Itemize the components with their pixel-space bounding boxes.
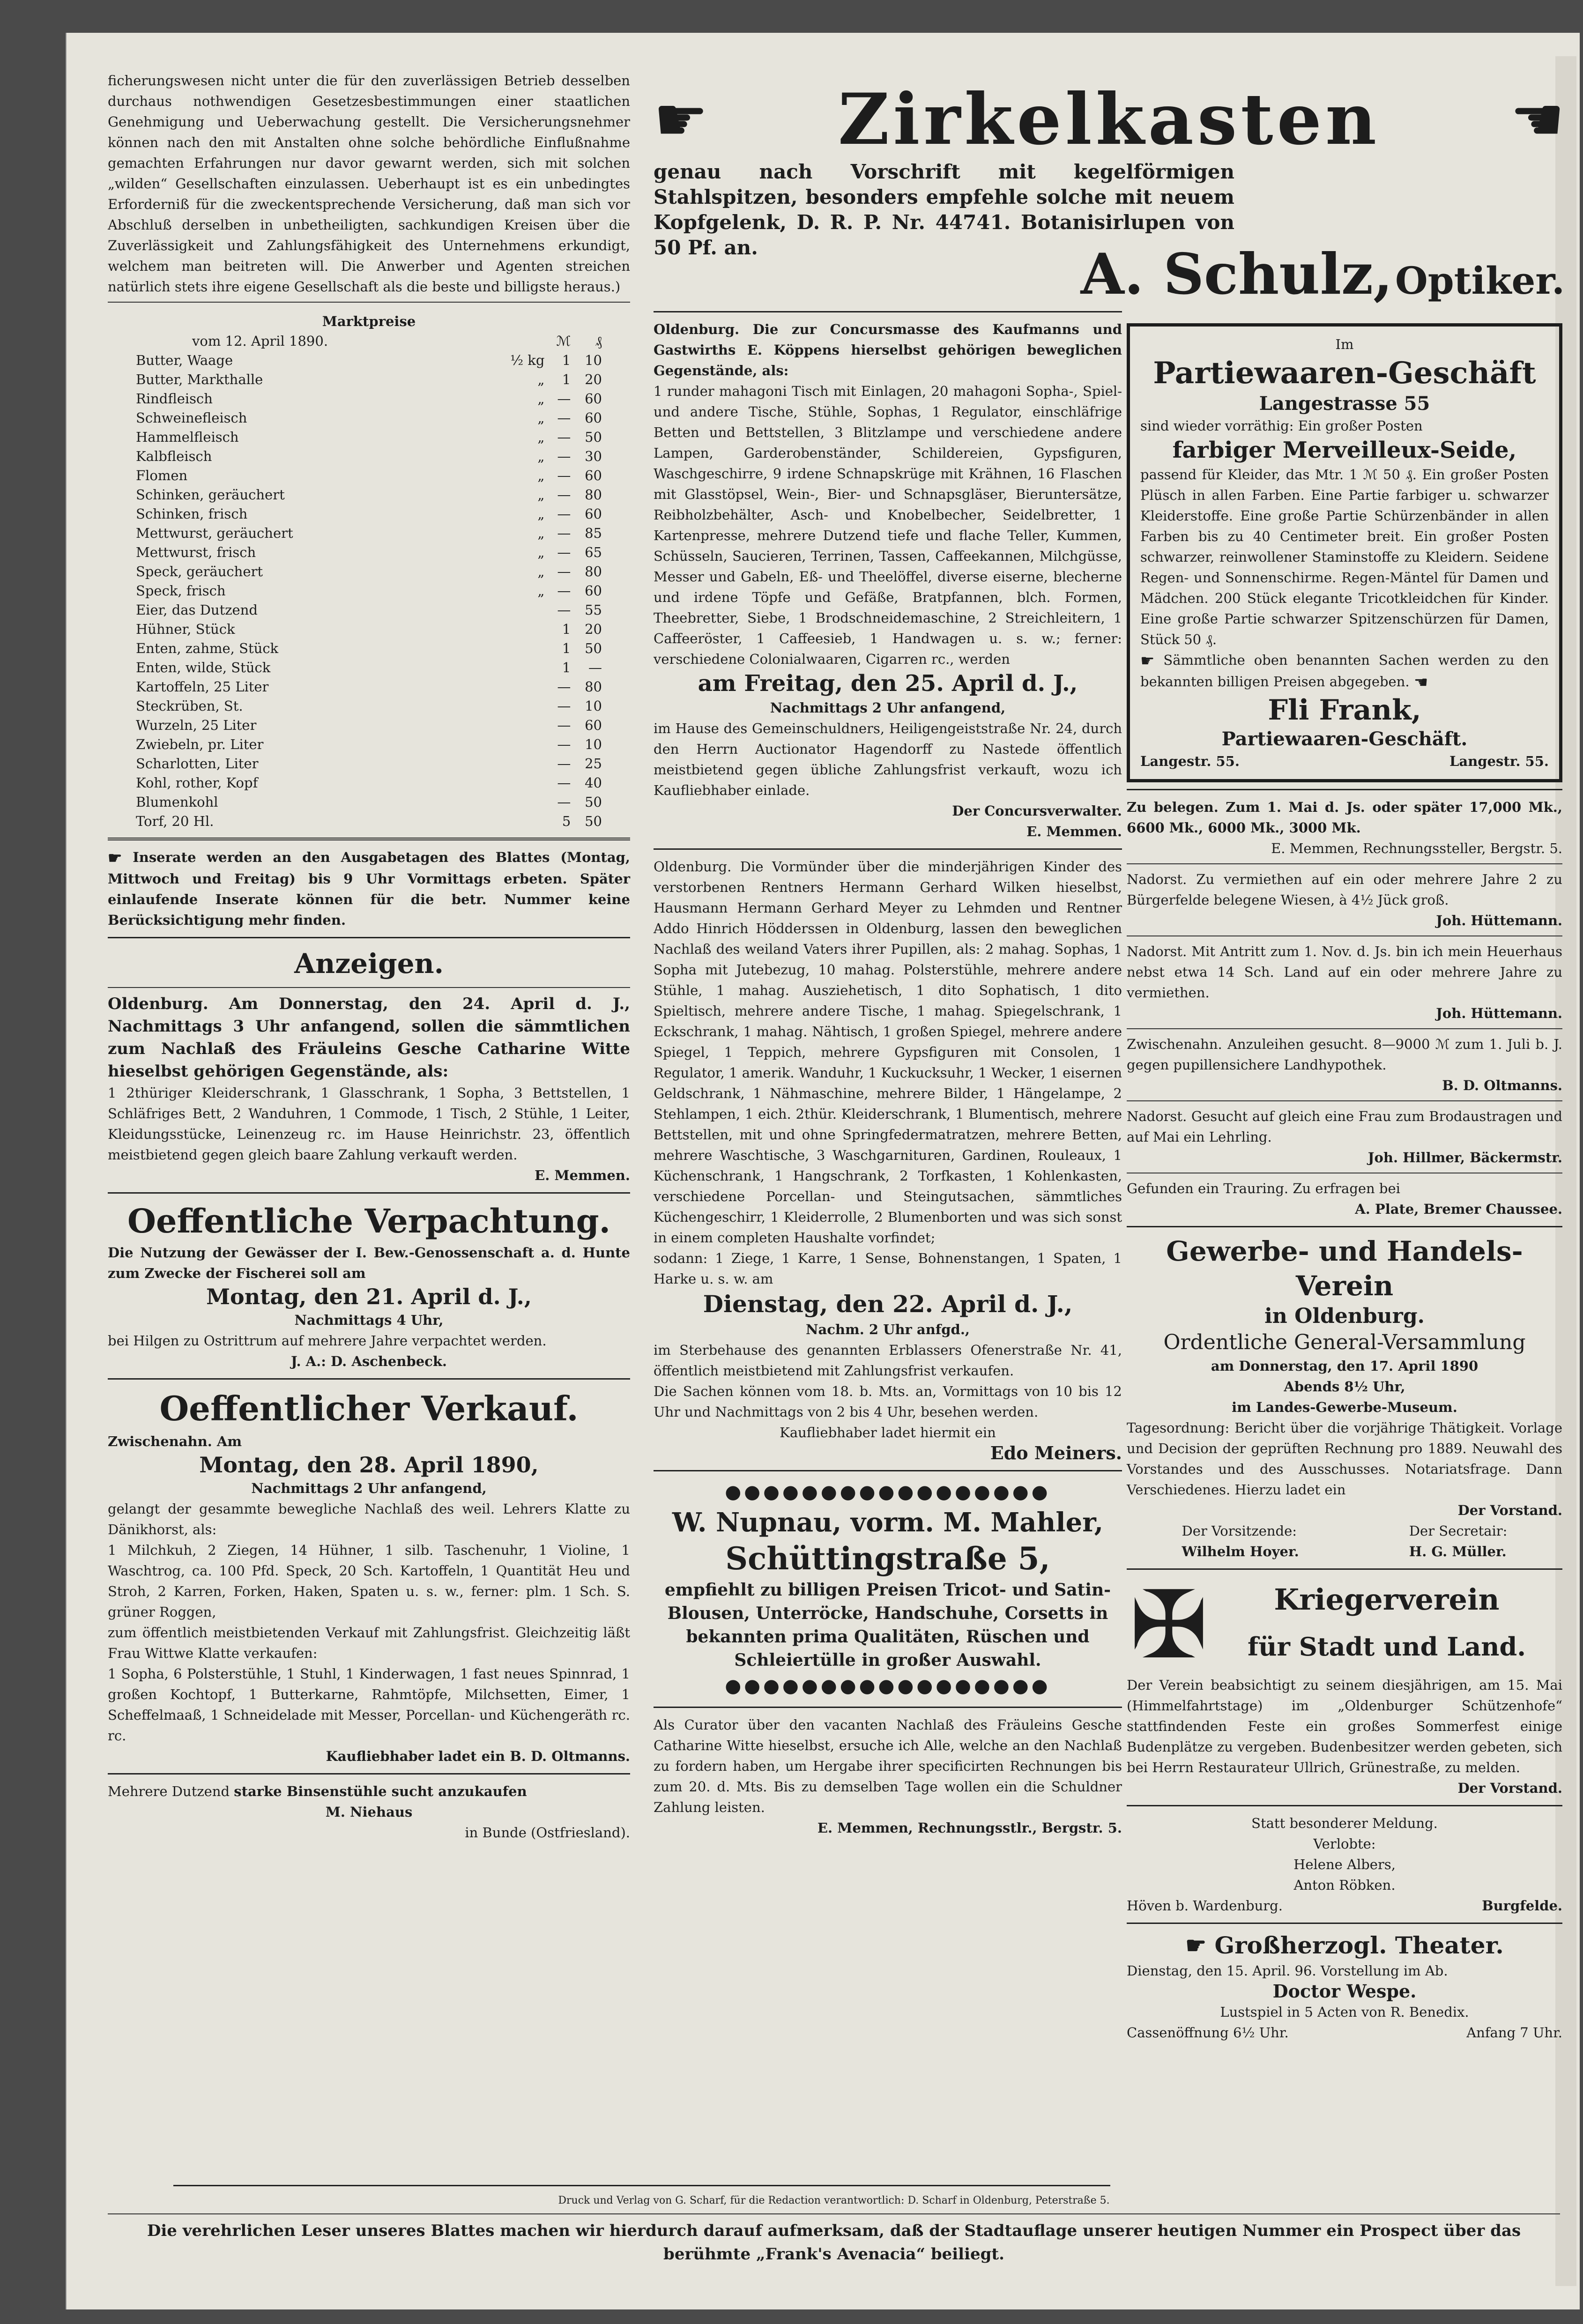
market-price-pfennig: 60 xyxy=(585,583,602,599)
market-price-item: Steckrüben, St. xyxy=(136,698,243,714)
column-2 xyxy=(654,304,1122,1838)
wilken-signature: Edo Meiners. xyxy=(990,1442,1122,1463)
market-price-unit: „ xyxy=(537,564,545,579)
market-price-row xyxy=(136,370,602,389)
market-price-unit: „ xyxy=(537,487,545,503)
market-price-unit xyxy=(483,620,545,639)
verpachtung-text2: bei Hilgen zu Ostrittrum auf mehrere Jahre verpachtet werden. xyxy=(108,1333,547,1349)
market-price-row xyxy=(136,562,602,581)
market-price-item: Enten, wilde, Stück xyxy=(136,660,271,676)
gewerbe-signature: Der Vorstand. xyxy=(1457,1502,1562,1518)
schulz-optiker: Optiker. xyxy=(1395,259,1565,303)
market-price-item: Schinken, geräuchert xyxy=(136,487,285,503)
zirkelkasten-text: genau nach Vorschrift mit kegelförmigen Stahlspitzen, besonders empfehle solche mit neuem Kopfgelenk, D. R. P. Nr. 44741. Botanisirlupen von 50 Pf. an. xyxy=(654,160,1234,259)
divider xyxy=(1127,1568,1562,1570)
col-mark: ℳ xyxy=(556,333,571,349)
market-price-unit xyxy=(483,658,545,677)
binsenstuehle-place: in Bunde (Ostfriesland). xyxy=(465,1825,630,1841)
nadorst-wiesen-signature: Joh. Hüttemann. xyxy=(1436,913,1562,928)
nadorst-heuerhaus: Nadorst. Mit Antritt zum 1. Nov. d. Js. bin ich mein Heuerhaus nebst etwa 14 Sch. Land auf ein oder mehrere Jahre zu vermiethen. xyxy=(1127,943,1562,1001)
divider xyxy=(1127,1028,1562,1029)
gewerbe-date: am Donnerstag, den 17. April 1890 xyxy=(1211,1358,1479,1374)
wilken-items2: sodann: 1 Ziege, 1 Karre, 1 Sense, Bohnenstangen, 1 Spaten, 1 Harke u. s. w. am xyxy=(654,1250,1122,1287)
witte-auction-intro: Oldenburg. Am Donnerstag, den 24. April d. J., Nachmittags 3 Uhr anfangend, sollen die sämmtlichen zum Nachlaß des Fräuleins Gesche Catharine Witte hieselbst gehörigen Gegenstände, als: xyxy=(108,995,630,1081)
zirkelkasten-title: Zirkelkasten xyxy=(838,78,1381,161)
market-price-pfennig: 55 xyxy=(585,602,602,618)
market-price-item: Schinken, frisch xyxy=(136,506,248,522)
market-price-item: Scharlotten, Liter xyxy=(136,756,259,772)
market-price-mark: 1 xyxy=(562,621,571,637)
market-price-pfennig: — xyxy=(588,660,602,676)
divider xyxy=(1127,1923,1562,1924)
schulz-name: A. Schulz, xyxy=(1080,241,1393,307)
market-price-unit: ½ kg xyxy=(510,352,545,368)
divider xyxy=(108,1192,630,1194)
market-price-pfennig: 50 xyxy=(585,640,602,656)
market-price-unit: „ xyxy=(537,544,545,560)
market-price-unit: „ xyxy=(537,468,545,483)
insurance-article-end: ficherungswesen nicht unter die für den zuverlässigen Betrieb desselben durchaus nothwendigen Gesetzesbestimmungen einer staatlichen Genehmigung und Ueberwachung gestellt. Die Versicherungsnehmer können nach den mit Anstalten ohne solche behördliche Einflußnahme gemachten Erfahrungen nur davor gewarnt werden, sich mit solchen „wilden“ Gesellschaften einzulassen. Ueberhaupt ist es ein unbedingtes Erforderniß für die zweckentsprechende Versicherung, daß man sich vor Abschluß derselben in unbetheiligten, sachkundigen Kreisen über die Zuverlässigkeit und Zahlungsfähigkeit des Unternehmens erkundigt, welchem man beitreten will. Die Anwerber und Agenten streichen natürlich stets ihre eigene Gesellschaft als die beste und billigste heraus.) xyxy=(108,73,630,295)
verkauf-text: gelangt der gesammte bewegliche Nachlaß des weil. Lehrers Klatte zu Dänikhorst, als: xyxy=(108,1501,630,1537)
market-price-row xyxy=(136,754,602,773)
gewerbe-meeting: Ordentliche General-Versammlung xyxy=(1163,1330,1526,1354)
market-price-item: Wurzeln, 25 Liter xyxy=(136,717,257,733)
market-price-pfennig: 60 xyxy=(585,506,602,522)
frank-text1: sind wieder vorräthig: Ein großer Posten xyxy=(1140,418,1423,434)
witte-auction-items: 1 2thüriger Kleiderschrank, 1 Glasschrank, 1 Sopha, 3 Bettstellen, 1 Schläfriges Bett, 2 Wanduhren, 1 Commode, 1 Tisch, 2 Stühle, 1 Leiter, Kleidungsstücke, Leinenzeug rc. im Hause Heinrichstr. 23, öffentlich meistbietend gegen gleich baare Zahlung verkauft werden. xyxy=(108,1085,630,1163)
verpachtung-time: Nachmittags 4 Uhr, xyxy=(294,1312,444,1328)
market-price-unit xyxy=(483,601,545,620)
market-price-mark: 1 xyxy=(562,660,571,676)
frank-ad xyxy=(1127,323,1562,782)
divider xyxy=(108,1378,630,1380)
market-price-mark: 5 xyxy=(562,813,571,829)
pointing-hand-icon: ☛ xyxy=(654,84,708,155)
divider xyxy=(1127,1100,1562,1101)
gewerbe-chair-role: Der Vorsitzende: xyxy=(1182,1523,1297,1539)
verkauf-text2: zum öffentlich meistbietenden Verkauf mit Zahlungsfrist. Gleichzeitig läßt Frau Wittwe Klatte verkaufen: xyxy=(108,1625,630,1661)
frank-address-right: Langestr. 55. xyxy=(1449,753,1549,769)
verlobung-heading: Statt besonderer Meldung. xyxy=(1251,1815,1438,1831)
verkauf-title: Oeffentlicher Verkauf. xyxy=(159,1388,579,1428)
frank-footer xyxy=(1140,751,1549,772)
frank-subtitle: Partiewaaren-Geschäft. xyxy=(1221,728,1468,750)
market-price-unit: „ xyxy=(537,525,545,541)
market-price-row xyxy=(136,389,602,408)
divider xyxy=(1127,1226,1562,1227)
market-prices-rows xyxy=(136,351,602,831)
market-prices-header xyxy=(136,332,602,351)
market-price-unit xyxy=(483,754,545,773)
market-price-item: Mettwurst, geräuchert xyxy=(136,525,293,541)
market-price-item: Speck, geräuchert xyxy=(136,564,263,579)
market-price-pfennig: 60 xyxy=(585,410,602,426)
gewerbe-secretary-role: Der Secretair: xyxy=(1409,1523,1508,1539)
market-price-mark: — xyxy=(557,736,571,752)
page-footer xyxy=(108,2178,1560,2266)
theater-play: Doctor Wespe. xyxy=(1272,1981,1417,2002)
iron-cross-icon: ✠ xyxy=(1130,1571,1208,1680)
column-1 xyxy=(108,70,630,1843)
market-price-pfennig: 50 xyxy=(585,813,602,829)
market-price-item: Hühner, Stück xyxy=(136,621,235,637)
zwischenahn-loan-signature: B. D. Oltmanns. xyxy=(1442,1077,1562,1093)
divider xyxy=(108,937,630,938)
pointing-hand-icon: ☛ xyxy=(1140,652,1155,670)
market-price-mark: — xyxy=(557,410,571,426)
market-price-pfennig: 80 xyxy=(585,564,602,579)
market-price-pfennig: 50 xyxy=(585,429,602,445)
market-price-item: Torf, 20 Hl. xyxy=(136,813,214,829)
gewerbe-agenda: Tagesordnung: Bericht über die vorjährige Thätigkeit. Vorlage und Decision der geprüften Rechnung pro 1889. Neuwahl des Vorstandes und des Ausschusses. Notariatsfrage. Dann Verschiedenes. Hierzu ladet ein xyxy=(1127,1420,1562,1498)
wilken-time: Nachm. 2 Uhr anfgd., xyxy=(805,1322,970,1337)
wilken-place: im Sterbehause des genannten Erblassers Ofenerstraße Nr. 41, öffentlich meistbietend mit Zahlungsfrist verkaufen. xyxy=(654,1342,1122,1379)
trauring-found: Gefunden ein Trauring. Zu erfragen bei xyxy=(1127,1181,1400,1196)
gewerbe-secretary-name: H. G. Müller. xyxy=(1409,1544,1507,1559)
market-price-pfennig: 40 xyxy=(585,775,602,791)
koeppen-intro: Oldenburg. Die zur Concursmasse des Kaufmanns und Gastwirths E. Köppens hierselbst gehörigen beweglichen Gegenstände, als: xyxy=(654,321,1122,379)
nupnau-name: W. Nupnau, vorm. M. Mahler, xyxy=(672,1507,1104,1538)
market-price-unit xyxy=(483,697,545,716)
nadorst-heuerhaus-signature: Joh. Hüttemann. xyxy=(1436,1005,1562,1021)
koeppen-signature-role: Der Concursverwalter. xyxy=(952,803,1122,819)
divider xyxy=(108,302,630,303)
market-price-pfennig: 50 xyxy=(585,794,602,810)
divider xyxy=(108,838,630,840)
market-price-item: Schweinefleisch xyxy=(136,410,247,426)
nupnau-street: Schüttingstraße 5, xyxy=(725,1540,1050,1577)
verkauf-items: 1 Milchkuh, 2 Ziegen, 14 Hühner, 1 silb. Taschenuhr, 1 Violine, 1 Waschtrog, ca. 100 Pfd. Speck, 20 Sch. Kartoffeln, 1 Quantität Heu und Stroh, 2 Karren, Forken, Haken, Spaten u. s. w., ferner: plm. 1 Sch. S. grüner Roggen, xyxy=(108,1542,630,1620)
verpachtung-date: Montag, den 21. April d. J., xyxy=(206,1284,532,1309)
market-price-item: Butter, Markthalle xyxy=(136,371,263,387)
market-price-mark: — xyxy=(557,525,571,541)
market-price-mark: — xyxy=(557,429,571,445)
theater-start: Anfang 7 Uhr. xyxy=(1466,2025,1562,2041)
divider xyxy=(108,1773,630,1775)
market-price-item: Mettwurst, frisch xyxy=(136,544,256,560)
verpachtung-signature: J. A.: D. Aschenbeck. xyxy=(290,1353,447,1369)
wilken-auction: Oldenburg. Die Vormünder über die minderjährigen Kinder des verstorbenen Rentners Hermann Gerhard Wilken hieselbst, Hausmann Hermann Gerhard Meyer zu Lehmden und Rentner Addo Hinrich Hödderssen in Oldenburg, lassen den beweglichen Nachlaß des weiland Vaters ihrer Pupillen, als: 2 mahag. Sophas, 1 Sopha mit Jutebezug, 10 mahag. Polsterstühle, mehrere andere Stühle, 1 mahag. Ausziehetisch, 1 dito Sophatisch, 1 dito Spieltisch, mehrere andere Tische, 1 mahag. Spiegelschrank, 1 Eckschrank, 1 mahag. Nähtisch, 1 großen Spiegel, mehrere andere Spiegel, 1 Teppich, mehrere Gypsfiguren mit Consolen, 1 Regulator, 1 amerik. Wanduhr, 1 Kuckucksuhr, 1 Wecker, 1 eisernen Geldschrank, 1 Nähmaschine, mehrere Bilder, 1 Hängelampe, 2 Stehlampen, 1 eich. 2thür. Kleiderschrank, 1 Blumentisch, mehrere Bettstellen, mit und ohne Springfedermatratzen, mehrere Betten, mehrere Waschtische, 3 Waschgarnituren, Gardinen, Rouleaux, 1 Küchenschrank, 1 Hangschrank, 2 Torfkasten, 1 Kohlenkasten, verschiedene Porcellan- und Steingutsachen, sämmtliches Küchengeschirr, 1 Kleiderrolle, 2 Blumenborten und was sich sonst in einem completen Haushalte vorfindet; xyxy=(654,859,1122,1246)
market-price-mark: — xyxy=(557,698,571,714)
market-price-item: Hammelfleisch xyxy=(136,429,239,445)
belegen-ad: Zu belegen. Zum 1. Mai d. Js. oder später 17,000 Mk., 6600 Mk., 6000 Mk., 3000 Mk. xyxy=(1127,799,1562,836)
market-price-pfennig: 30 xyxy=(585,448,602,464)
market-price-unit xyxy=(483,677,545,697)
market-price-pfennig: 20 xyxy=(585,371,602,387)
pointing-hand-left-icon: ☚ xyxy=(1413,673,1428,692)
market-prices-title: Marktpreise xyxy=(322,313,416,329)
market-price-row xyxy=(136,697,602,716)
frank-silk: farbiger Merveilleux-Seide, xyxy=(1172,437,1517,463)
market-price-row xyxy=(136,658,602,677)
market-price-pfennig: 10 xyxy=(585,736,602,752)
witte-auction-signature: E. Memmen. xyxy=(535,1167,630,1183)
gewerbe-time: Abends 8½ Uhr, xyxy=(1284,1379,1405,1395)
prospect-notice: Die verehrlichen Leser unseres Blattes machen wir hierdurch darauf aufmerksam, daß der Stadtauflage unserer heutigen Nummer ein Prospect über das berühmte „Frank's Avenacia“ beiliegt. xyxy=(147,2221,1521,2264)
market-prices-table xyxy=(136,332,602,831)
imprint: Druck und Verlag von G. Scharf, für die Redaction verantwortlich: D. Scharf in Oldenburg, Peterstraße 5. xyxy=(558,2195,1110,2206)
verkauf-date: Montag, den 28. April 1890, xyxy=(199,1452,539,1478)
market-price-pfennig: 25 xyxy=(585,756,602,772)
market-price-mark: — xyxy=(557,564,571,579)
divider xyxy=(654,1707,1122,1708)
frank-text2: passend für Kleider, das Mtr. 1 ℳ 50 ₰. Ein großer Posten Plüsch in allen Farben. Eine Partie farbiger u. schwarzer Kleiderstoffe. Eine große Partie Schürzenbänder in allen Farben bis zu 40 Centimeter breit. Ein großer Posten schwarzer, reinwollener Staminstoffe zu Kleidern. Seidene Regen- und Sonnenschirme. Regen-Mäntel für Damen und Mädchen. 200 Stück elegante Tricotkleidchen für Kinder. Eine große Partie schwarzer Spitzenschürzen für Damen, Stück 50 ₰. xyxy=(1140,467,1549,647)
market-price-unit: „ xyxy=(537,410,545,426)
market-price-row xyxy=(136,812,602,831)
market-price-unit: „ xyxy=(537,506,545,522)
market-price-mark: — xyxy=(557,544,571,560)
koeppen-items: 1 runder mahagoni Tisch mit Einlagen, 20 mahagoni Sopha-, Spiel- und andere Tische, Stühle, Sophas, 1 Regulator, einschläfrige Betten und Bettstellen, 3 Blitzlampe und verschiedene andere Lampen, Garderobenständer, Schildereien, Gypsfiguren, Waschgeschirre, 9 irdene Schnapskrüge mit Krähnen, 16 Flaschen mit Glasstöpsel, Wein-, Bier- und Schnapsgläser, Bieruntersätze, Reibholzbehälter, Asch- und Knobelbecher, Seidelbretter, 1 Kartenpresse, mehrere Dutzend tiefe und flache Teller, Kummen, Schüsseln, Saucieren, Terrinen, Tassen, Caffeekannen, Milchgüsse, Messer und Gabeln, Eß- und Theelöffel, diverse eiserne, blecherne und irdene Töpfe und Gefäße, Bratpfannen, blch. Formen, Theebretter, Siebe, 1 Brodschneidemaschine, 2 Streichleitern, 1 Caffeeröster, 1 Caffeesieb, 1 Handwagen u. s. w.; ferner: verschiedene Colonialwaaren, Cigarren rc., werden xyxy=(654,383,1122,667)
market-price-unit xyxy=(483,735,545,754)
gewerbe-secretary xyxy=(1409,1521,1508,1562)
market-price-row xyxy=(136,639,602,658)
divider xyxy=(654,1470,1122,1471)
market-price-pfennig: 60 xyxy=(585,468,602,483)
binsenstuehle-lead: Mehrere Dutzend xyxy=(108,1783,230,1799)
market-price-mark: — xyxy=(557,794,571,810)
market-price-item: Enten, zahme, Stück xyxy=(136,640,279,656)
pointing-hand-left-icon: ☚ xyxy=(1510,84,1565,155)
market-price-row xyxy=(136,581,602,601)
market-price-unit xyxy=(483,716,545,735)
koeppen-place: im Hause des Gemeinschuldners, Heiligengeiststraße Nr. 24, durch den Herrn Auctionator Hagendorff zu Nastede öffentlich meistbietend gegen übliche Zahlungsfrist verkauft, wozu ich Kaufliebhaber einlade. xyxy=(654,720,1122,798)
theater-subtitle: Lustspiel in 5 Acten von R. Benedix. xyxy=(1220,2004,1469,2020)
market-price-unit xyxy=(483,773,545,793)
market-price-row xyxy=(136,485,602,505)
market-price-unit: „ xyxy=(537,391,545,407)
market-price-row xyxy=(136,677,602,697)
verlobung-groom: Anton Röbken. xyxy=(1293,1877,1396,1893)
divider xyxy=(1127,863,1562,864)
ornament-border-icon: ●●●●●●●●●●●●●●●●● xyxy=(725,1675,1051,1697)
market-price-item: Kalbfleisch xyxy=(136,448,212,464)
nadorst-baecker: Nadorst. Gesucht auf gleich eine Frau zum Brodaustragen und auf Mai ein Lehrling. xyxy=(1127,1108,1562,1145)
market-price-unit xyxy=(483,793,545,812)
market-price-row xyxy=(136,773,602,793)
divider xyxy=(173,2185,1110,2186)
verlobung-place-left: Höven b. Wardenburg. xyxy=(1127,1898,1283,1914)
divider xyxy=(654,311,1122,312)
theater-times xyxy=(1127,2022,1562,2043)
verkauf-signature: Kaufliebhaber ladet ein B. D. Oltmanns. xyxy=(326,1748,630,1764)
market-price-mark: — xyxy=(557,602,571,618)
curator-text: Als Curator über den vacanten Nachlaß des Fräuleins Gesche Catharine Witte hieselbst, ersuche ich Alle, welche an den Nachlaß zu fordern haben, um Hergabe ihrer specificirten Rechnungen bis zum 20. d. Mts. Bis zu demselben Tage wollen ein die Schuldner Zahlung leisten. xyxy=(654,1717,1122,1815)
verkauf-items2: 1 Sopha, 6 Polsterstühle, 1 Stuhl, 1 Kinderwagen, 1 fast neues Spinnrad, 1 großen Kochtopf, 1 Butterkarne, Rahmtöpfe, Milchsetten, Eimer, 1 Scheffelmaaß, 1 Schneidelade mit Messer, Porcellan- und Küchengeräth rc. rc. xyxy=(108,1666,630,1744)
market-price-mark: — xyxy=(557,583,571,599)
theater-doors: Cassenöffnung 6½ Uhr. xyxy=(1127,2025,1289,2041)
market-price-pfennig: 80 xyxy=(585,487,602,503)
market-price-row xyxy=(136,408,602,428)
market-price-pfennig: 65 xyxy=(585,544,602,560)
market-price-pfennig: 60 xyxy=(585,717,602,733)
verlobung-place-right: Burgfelde. xyxy=(1482,1898,1562,1914)
market-price-mark: — xyxy=(557,391,571,407)
market-price-mark: 1 xyxy=(562,371,571,387)
market-price-pfennig: 80 xyxy=(585,679,602,695)
binsenstuehle-name: M. Niehaus xyxy=(325,1804,413,1820)
divider xyxy=(108,987,630,988)
divider xyxy=(1127,789,1562,790)
divider xyxy=(1127,1805,1562,1806)
frank-text3: ☛ Sämmtliche oben benannten Sachen werden zu den bekannten billigen Preisen abgegeben. ☚ xyxy=(1140,652,1549,692)
market-price-row xyxy=(136,543,602,562)
gewerbe-chair xyxy=(1182,1521,1299,1562)
wilken-date: Dienstag, den 22. April d. J., xyxy=(703,1290,1073,1318)
zwischenahn-loan: Zwischenahn. Anzuleihen gesucht. 8—9000 ℳ zum 1. Juli b. J. gegen pupillensichere Landhypothek. xyxy=(1127,1036,1562,1073)
gewerbe-place: im Landes-Gewerbe-Museum. xyxy=(1232,1399,1457,1415)
verkauf-place: Zwischenahn. Am xyxy=(108,1433,242,1449)
market-price-mark: — xyxy=(557,448,571,464)
binsenstuehle-ad xyxy=(108,1781,630,1802)
market-price-row xyxy=(136,793,602,812)
market-price-row xyxy=(136,524,602,543)
market-price-unit xyxy=(483,812,545,831)
trauring-signature: A. Plate, Bremer Chaussee. xyxy=(1355,1201,1562,1217)
krieger-subtitle: für Stadt und Land. xyxy=(1247,1632,1526,1662)
market-price-item: Speck, frisch xyxy=(136,583,226,599)
market-price-mark: 1 xyxy=(562,352,571,368)
market-price-item: Kohl, rother, Kopf xyxy=(136,775,258,791)
market-price-row xyxy=(136,466,602,485)
curator-signature: E. Memmen, Rechnungsstlr., Bergstr. 5. xyxy=(817,1820,1122,1836)
verlobung-label: Verlobte: xyxy=(1313,1836,1376,1852)
frank-name: Fli Frank, xyxy=(1268,694,1421,727)
gewerbe-title: Gewerbe- und Handels-Verein xyxy=(1166,1235,1523,1302)
pointing-hand-icon: ☛ xyxy=(108,849,122,868)
frank-im: Im xyxy=(1335,336,1354,352)
nadorst-wiesen: Nadorst. Zu vermiethen auf ein oder mehrere Jahre 2 zu Bürgerfelde belegene Wiesen, à 4½ Jück groß. xyxy=(1127,871,1562,908)
market-price-row xyxy=(136,735,602,754)
krieger-ad xyxy=(1127,1571,1562,1798)
verpachtung-text: Die Nutzung der Gewässer der I. Bew.-Genossenschaft a. d. Hunte zum Zwecke der Fischerei soll am xyxy=(108,1245,630,1281)
market-price-mark: — xyxy=(557,717,571,733)
frank-street: Langestrasse 55 xyxy=(1259,393,1430,415)
market-price-mark: — xyxy=(557,756,571,772)
market-price-pfennig: 20 xyxy=(585,621,602,637)
nupnau-ad xyxy=(654,1478,1122,1700)
market-price-unit: „ xyxy=(537,583,545,599)
market-price-row xyxy=(136,505,602,524)
belegen-signature: E. Memmen, Rechnungssteller, Bergstr. 5. xyxy=(1271,840,1562,856)
koeppen-signature: E. Memmen. xyxy=(1026,824,1122,839)
pointing-hand-icon: ☛ xyxy=(1185,1931,1207,1959)
anzeigen-title: Anzeigen. xyxy=(294,948,444,980)
market-price-item: Zwiebeln, pr. Liter xyxy=(136,736,264,752)
market-price-item: Flomen xyxy=(136,468,188,483)
market-price-mark: — xyxy=(557,679,571,695)
ornament-border-icon: ●●●●●●●●●●●●●●●●● xyxy=(725,1481,1051,1503)
divider xyxy=(654,848,1122,850)
market-price-pfennig: 85 xyxy=(585,525,602,541)
zirkelkasten-banner xyxy=(654,80,1565,307)
market-price-mark: — xyxy=(557,506,571,522)
market-price-row xyxy=(136,351,602,370)
theater-title: ☛ Großherzogl. Theater. xyxy=(1185,1931,1504,1959)
krieger-signature: Der Vorstand. xyxy=(1457,1780,1562,1796)
verpachtung-title: Oeffentliche Verpachtung. xyxy=(127,1202,610,1240)
market-price-item: Blumenkohl xyxy=(136,794,218,810)
wilken-viewing: Die Sachen können vom 18. b. Mts. an, Vormittags von 10 bis 12 Uhr und Nachmittags von 2 bis 4 Uhr, besehen werden. xyxy=(654,1383,1122,1420)
market-price-mark: — xyxy=(557,487,571,503)
market-price-row xyxy=(136,716,602,735)
krieger-text: Der Verein beabsichtigt zu seinem diesjährigen, am 15. Mai (Himmelfahrtstage) im „Oldenburger Schützenhofe“ stattfindenden Feste ein großes Sommerfest einige Budenplätze zu vergeben. Budenbesitzer werden gebeten, sich bei Herrn Restaurateur Ullrich, Grünestraße, zu melden. xyxy=(1127,1677,1562,1775)
market-price-unit xyxy=(483,639,545,658)
market-price-item: Eier, das Dutzend xyxy=(136,602,258,618)
inserate-notice: ☛ Inserate werden an den Ausgabetagen des Blattes (Montag, Mittwoch und Freitag) bis 9 Uhr Vormittags erbeten. Später einlaufende Inserate können für die betr. Nummer keine Berücksichtigung mehr finden. xyxy=(108,849,630,928)
gewerbe-officers xyxy=(1127,1521,1562,1562)
verlobung-bride: Helene Albers, xyxy=(1293,1856,1396,1872)
frank-address-left: Langestr. 55. xyxy=(1140,753,1240,769)
nadorst-baecker-signature: Joh. Hillmer, Bäckermstr. xyxy=(1367,1150,1562,1166)
market-prices-date: vom 12. April 1890. xyxy=(192,333,328,349)
market-price-mark: — xyxy=(557,468,571,483)
koeppen-date: am Freitag, den 25. April d. J., xyxy=(698,670,1078,697)
gewerbe-city: in Oldenburg. xyxy=(1264,1304,1425,1328)
market-price-item: Butter, Waage xyxy=(136,352,233,368)
verlobung-places xyxy=(1127,1895,1562,1916)
market-price-pfennig: 60 xyxy=(585,391,602,407)
market-price-row xyxy=(136,601,602,620)
gewerbe-chair-name: Wilhelm Hoyer. xyxy=(1182,1544,1299,1559)
market-price-item: Kartoffeln, 25 Liter xyxy=(136,679,269,695)
verkauf-time: Nachmittags 2 Uhr anfangend, xyxy=(251,1480,487,1496)
market-price-pfennig: 10 xyxy=(585,352,602,368)
market-price-mark: — xyxy=(557,775,571,791)
koeppen-time: Nachmittags 2 Uhr anfangend, xyxy=(770,700,1006,716)
divider xyxy=(108,2213,1560,2214)
market-price-row xyxy=(136,447,602,466)
nupnau-text: empfiehlt zu billigen Preisen Tricot- und Satin-Blousen, Unterröcke, Handschuhe, Corsetts in bekannten prima Qualitäten, Rüschen und Schleiertülle in großer Auswahl. xyxy=(664,1580,1111,1670)
market-price-pfennig: 10 xyxy=(585,698,602,714)
column-3 xyxy=(1127,323,1562,2043)
krieger-title: Kriegerverein xyxy=(1274,1582,1500,1617)
market-price-unit: „ xyxy=(537,448,545,464)
col-pfennig: ₰ xyxy=(595,333,602,349)
market-prices xyxy=(108,307,630,831)
market-price-unit: „ xyxy=(537,371,545,387)
wilken-invite: Kaufliebhaber ladet hiermit ein xyxy=(780,1425,996,1440)
theater-date: Dienstag, den 15. April. 96. Vorstellung im Ab. xyxy=(1127,1963,1448,1979)
binsenstuehle-text: starke Binsenstühle sucht anzukaufen xyxy=(234,1783,527,1799)
market-price-item: Rindfleisch xyxy=(136,391,213,407)
market-price-mark: 1 xyxy=(562,640,571,656)
market-price-row xyxy=(136,620,602,639)
market-price-row xyxy=(136,428,602,447)
market-price-unit: „ xyxy=(537,429,545,445)
frank-title: Partiewaaren-Geschäft xyxy=(1153,356,1536,391)
